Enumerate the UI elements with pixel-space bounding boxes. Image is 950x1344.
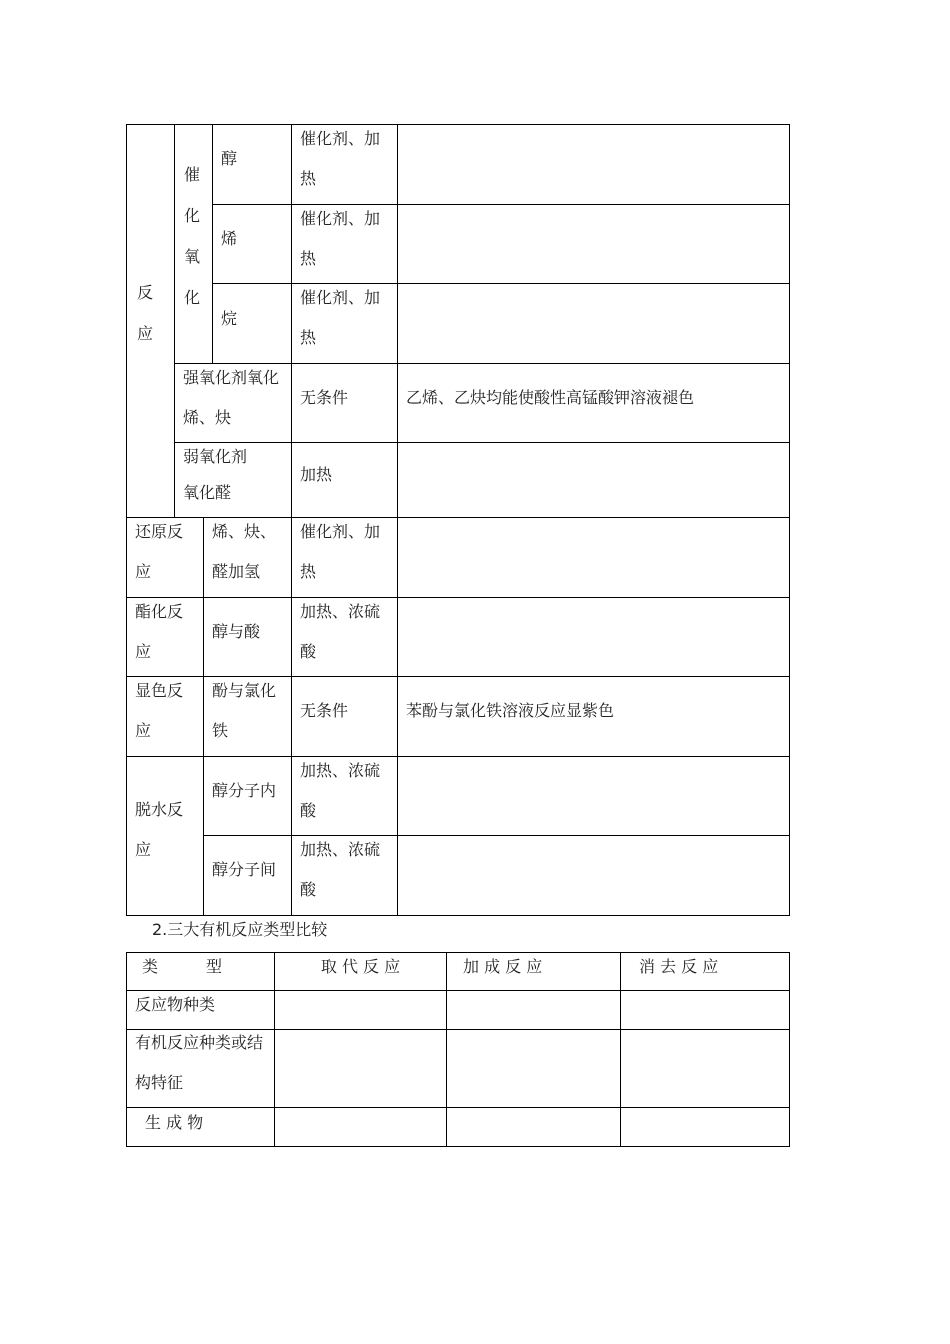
divider <box>126 756 790 757</box>
note-cell: 乙烯、乙炔均能使酸性高锰酸钾溶液褪色 <box>406 388 695 407</box>
condition-cell: 加热 <box>300 465 333 484</box>
dehyd-inter-label: 醇分子间 <box>212 860 277 879</box>
oxidation-reaction-label: 反应 <box>136 283 153 343</box>
condition-cell: 加热、浓硫酸 <box>300 840 381 899</box>
condition-cell: 催化剂、加热 <box>300 288 381 347</box>
table2-border-right <box>789 952 790 1147</box>
row-products: 生 成 物 <box>145 1113 204 1132</box>
strong-oxidant-label: 强氧化剂氧化烯、炔 <box>183 368 280 427</box>
table1-border-bottom <box>126 915 790 916</box>
color-sub-label: 酚与氯化铁 <box>212 681 277 740</box>
ester-sub-label: 醇与酸 <box>212 622 261 641</box>
dehyd-intra-label: 醇分子内 <box>212 781 277 800</box>
divider <box>126 597 790 598</box>
esterification-label: 酯化反应 <box>135 602 184 661</box>
color-reaction-label: 显色反应 <box>135 681 184 740</box>
row-structure-features: 有机反应种类或结构特征 <box>135 1033 264 1092</box>
reduction-sub-label: 烯、炔、醛加氢 <box>212 522 277 581</box>
condition-cell: 催化剂、加热 <box>300 129 381 188</box>
alkane-label: 烷 <box>221 309 238 328</box>
condition-cell: 加热、浓硫酸 <box>300 602 381 661</box>
weak-oxidant-label: 弱氧化剂氧化醛 <box>183 447 248 502</box>
row-reactant-types: 反应物种类 <box>135 995 216 1014</box>
header-elimination: 消 去 反 应 <box>639 957 719 976</box>
header-addition: 加 成 反 应 <box>463 957 543 976</box>
note-cell: 苯酚与氯化铁溶液反应显紫色 <box>406 701 615 720</box>
table1-border-right <box>789 124 790 916</box>
divider <box>397 124 398 916</box>
condition-cell: 催化剂、加热 <box>300 522 381 581</box>
header-substitution: 取 代 反 应 <box>320 957 401 976</box>
reduction-label: 还原反应 <box>135 522 184 581</box>
catalytic-oxidation-label: 催化氧化 <box>183 165 200 307</box>
header-type: 类 型 <box>142 957 223 976</box>
dehydration-label: 脱水反应 <box>135 800 184 859</box>
table1-border-top <box>126 124 790 125</box>
condition-cell: 加热、浓硫酸 <box>300 761 381 820</box>
alkene-label: 烯 <box>221 229 238 248</box>
alcohol-label: 醇 <box>221 149 238 168</box>
section-caption: 2.三大有机反应类型比较 <box>152 920 328 939</box>
condition-cell: 无条件 <box>300 388 349 407</box>
table2-border-bottom <box>126 1146 790 1147</box>
condition-cell: 催化剂、加热 <box>300 209 381 268</box>
condition-cell: 无条件 <box>300 701 349 720</box>
